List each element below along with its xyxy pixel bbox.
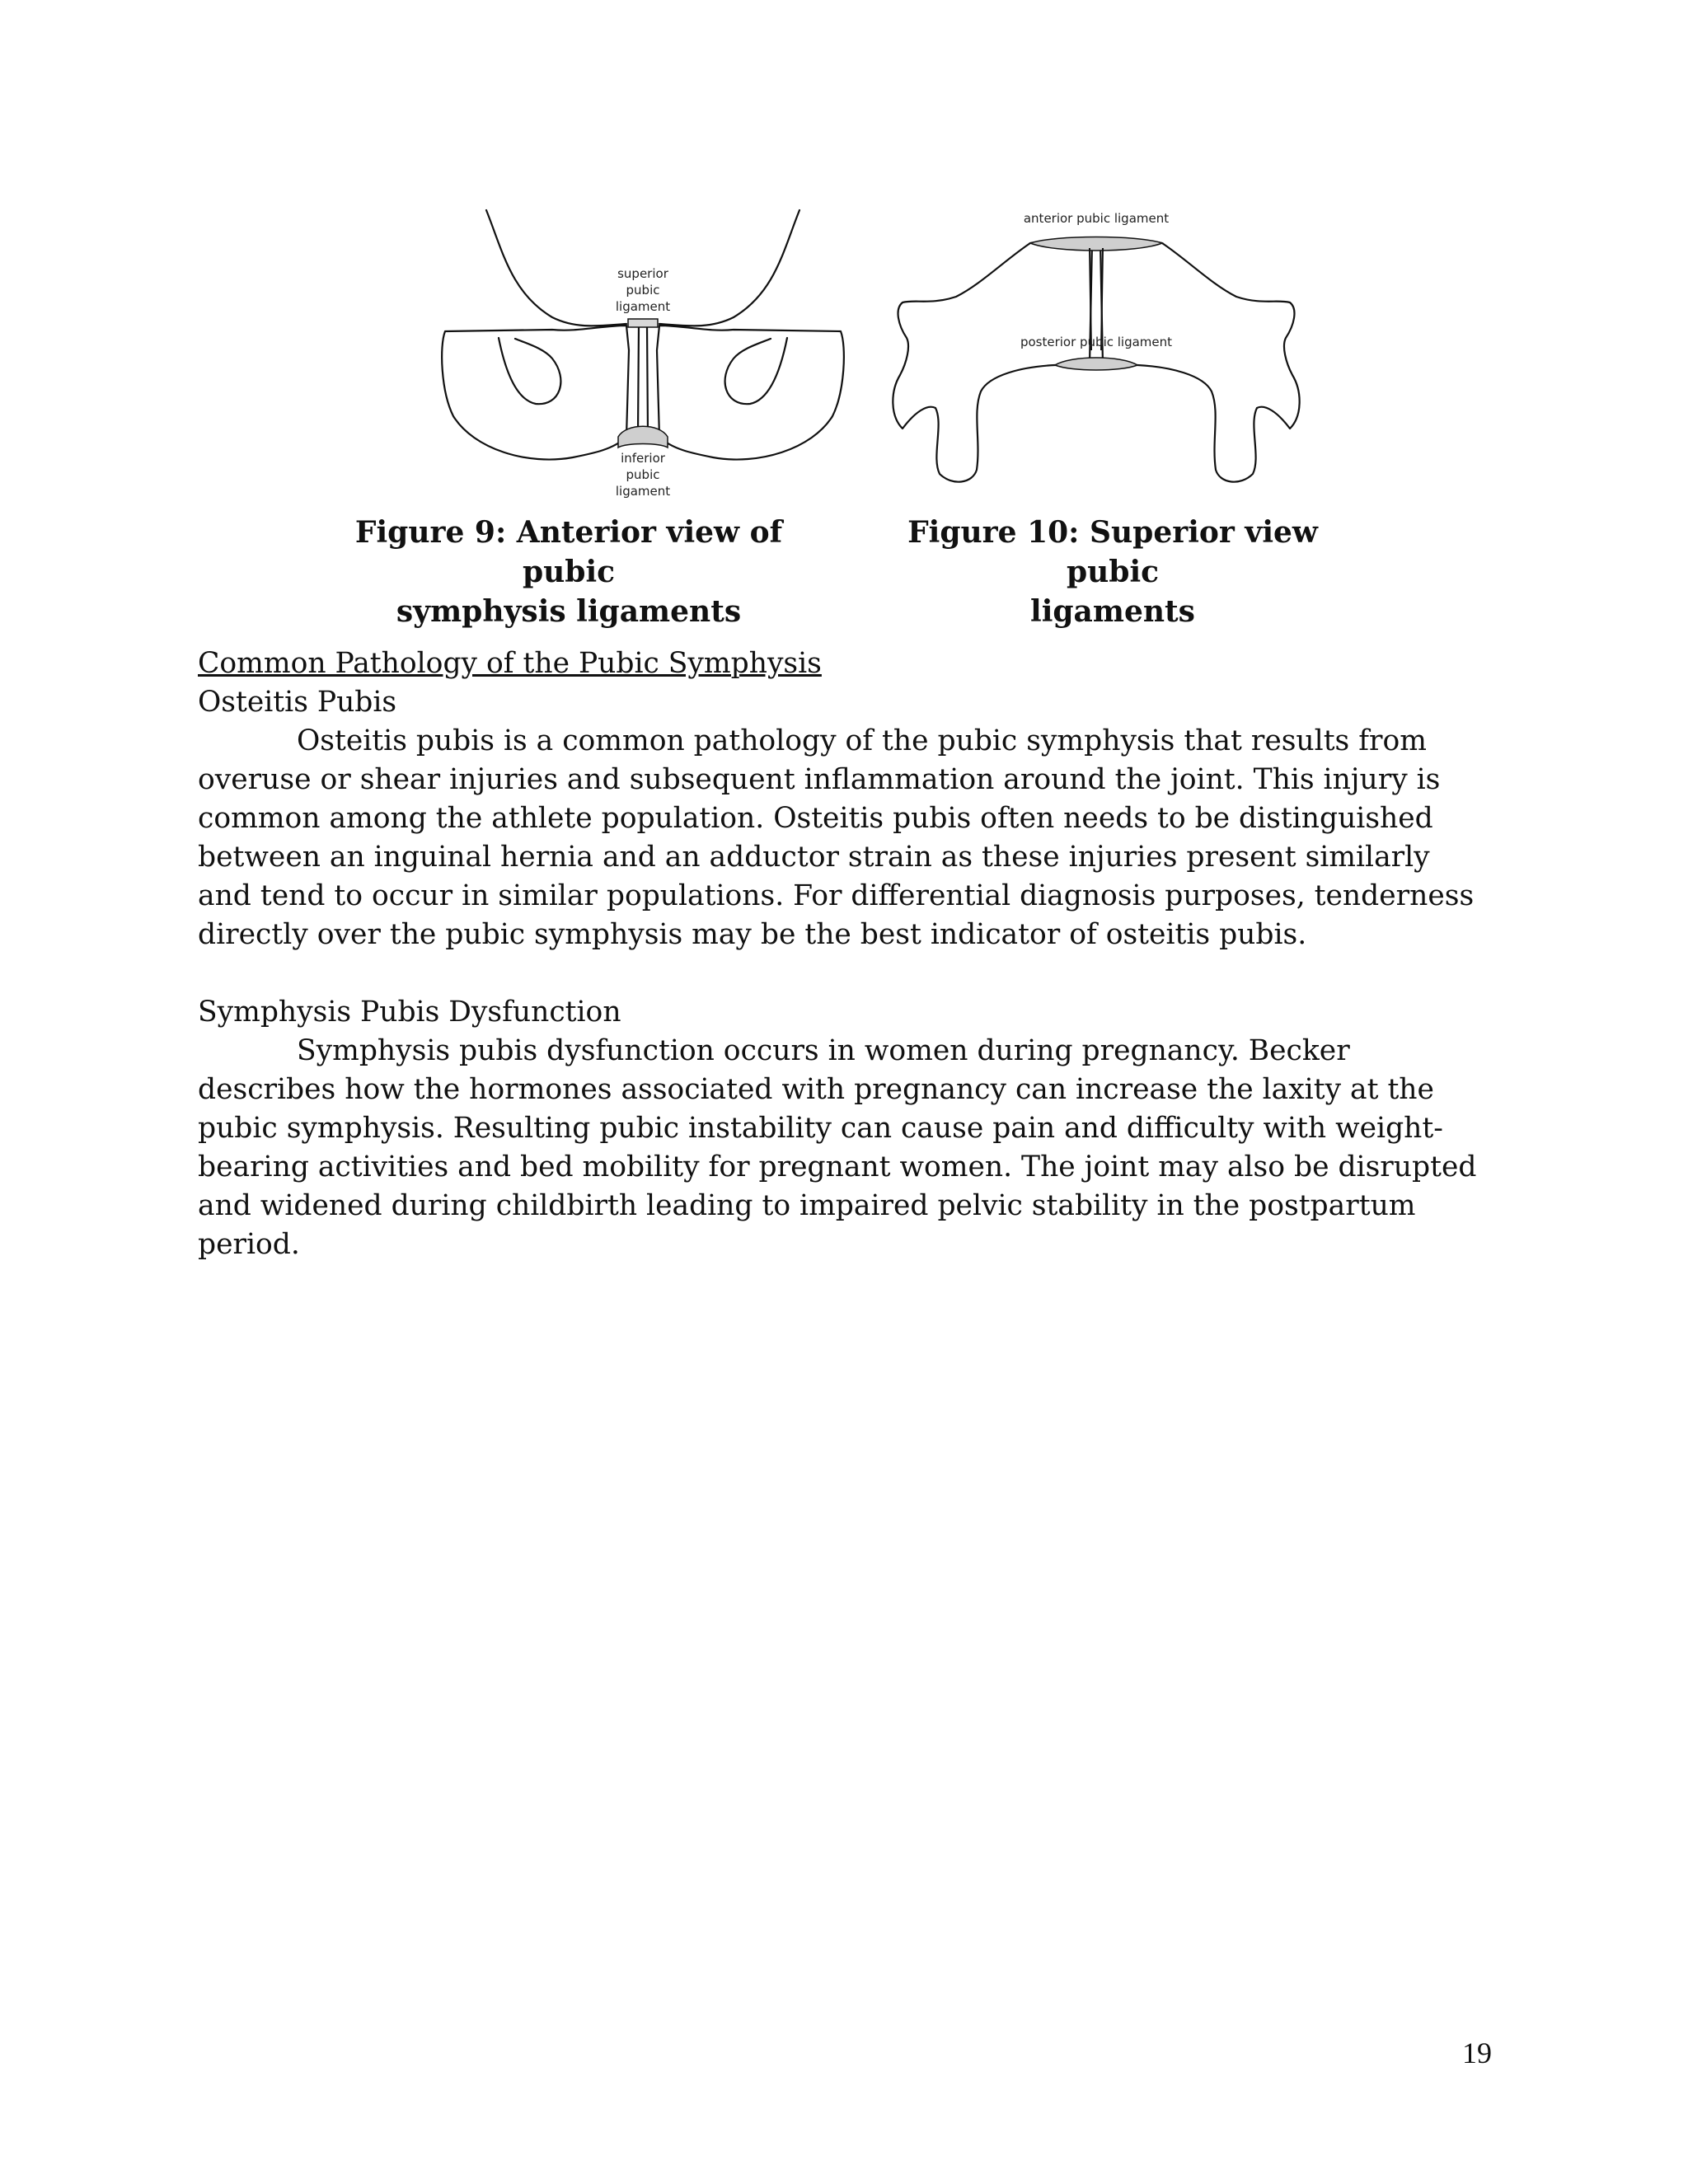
posterior-ligament-label: posterior pubic ligament: [1020, 335, 1173, 349]
figure-9-caption-line1: Figure 9: Anterior view of pubic: [354, 515, 783, 589]
symphysis-pubis-dysfunction-paragraph: Symphysis pubis dysfunction occurs in women during pregnancy. Becker describes how the hormones associated with pregnancy can increase the laxity at the pubic symphysis. Resulting pubic instability can cause pain and difficulty with weight-bearing activities and bed mobility for pregnant women. The joint may also be disrupted and widened during childbirth leading to impaired pelvic stability in the postpartum period.: [198, 1034, 1477, 1261]
anterior-ligament-label: anterior pubic ligament: [1023, 211, 1170, 226]
osteitis-pubis-title: Osteitis Pubis: [198, 686, 397, 719]
figure-10-caption: [857, 513, 1368, 631]
inferior-label-line1: inferior: [621, 451, 665, 466]
inferior-label-line2: pubic: [626, 467, 660, 482]
right-pubic-superior: [1100, 240, 1300, 481]
superior-label-line1: superior: [617, 266, 668, 281]
right-pubic-bone: [657, 326, 844, 460]
inferior-label-line3: ligament: [615, 484, 671, 499]
page-number: 19: [1462, 2036, 1492, 2069]
anterior-ligament-shape: [1030, 237, 1162, 251]
section-heading: Common Pathology of the Pubic Symphysis: [198, 647, 822, 680]
osteitis-pubis-paragraph: Osteitis pubis is a common pathology of the pubic symphysis that results from overuse or shear injuries and subsequent inflammation around the joint. This injury is common among the athlete population. Osteitis pubis often needs to be distinguished between an inguinal hernia and an adductor strain as these injuries present similarly and tend to occur in similar populations. For differential diagnosis purposes, tenderness directly over the pubic symphysis may be the best indicator of osteitis pubis.: [198, 724, 1475, 951]
symphysis-pubis-dysfunction-title: Symphysis Pubis Dysfunction: [198, 996, 621, 1029]
superior-ligament-shape: [628, 319, 658, 327]
figure-9-caption-line2: symphysis ligaments: [396, 594, 742, 629]
figure-9-caption: [313, 513, 824, 631]
figure-10-caption-line1: Figure 10: Superior view pubic: [907, 515, 1318, 589]
inferior-ligament-shape: [618, 426, 668, 448]
superior-label-line3: ligament: [615, 299, 671, 314]
figure-10-superior-view-diagram: [865, 202, 1327, 494]
figure-9-anterior-view-diagram: [437, 202, 849, 499]
superior-label-line2: pubic: [626, 283, 660, 298]
left-pubic-superior: [893, 240, 1092, 481]
left-pubic-bone: [442, 326, 629, 460]
figure-10-caption-line2: ligaments: [1030, 594, 1195, 629]
